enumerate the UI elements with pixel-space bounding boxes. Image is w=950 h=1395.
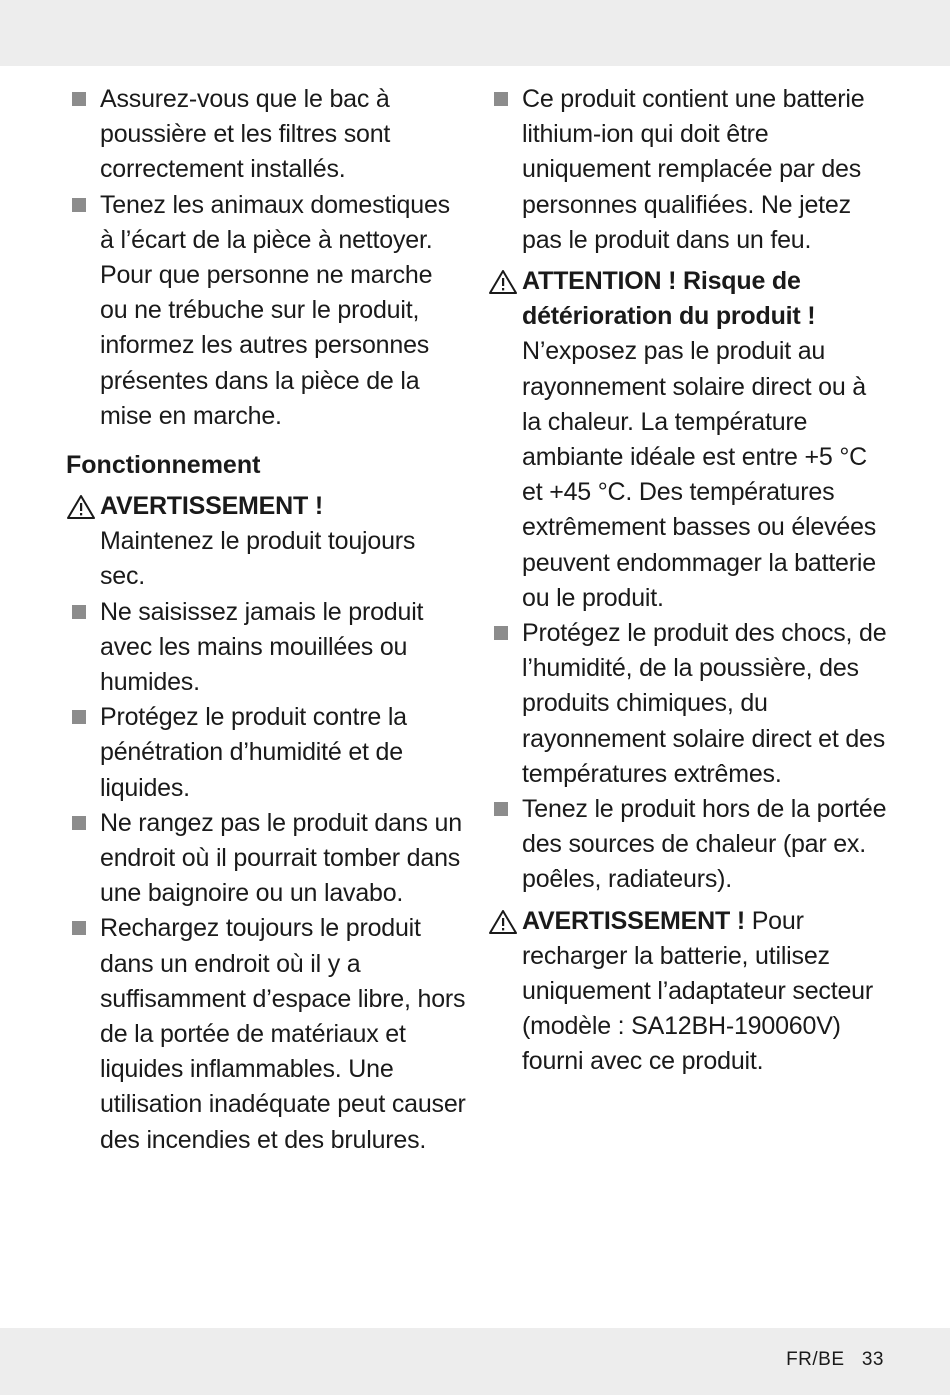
- list-item: Tenez les animaux domestiques à l’écart de la pièce à nettoyer. Pour que personne ne marche ou ne trébuche sur le produit, informez les autres personnes présentes dans la pièce de la mise en marche.: [66, 188, 466, 434]
- warning-block: [66, 489, 466, 595]
- warning-triangle-icon: [488, 269, 518, 295]
- list-item: Protégez le produit contre la pénétration d’humidité et de liquides.: [66, 700, 466, 806]
- top-band: [0, 0, 950, 66]
- list-item: Ce produit contient une batterie lithium-ion qui doit être uniquement remplacée par des personnes qualifiées. Ne jetez pas le produit dans un feu.: [488, 82, 888, 258]
- square-bullet-icon: [72, 921, 86, 935]
- page-number: 33: [861, 1349, 884, 1370]
- section-heading: Fonctionnement: [66, 451, 261, 480]
- warning-title: AVERTISSEMENT !: [522, 906, 745, 935]
- attention-block: [488, 264, 888, 616]
- left-column: [66, 82, 466, 1158]
- list-item: Ne rangez pas le produit dans un endroit où il pourrait tomber dans une baignoire ou un lavabo.: [66, 806, 466, 912]
- right-column: [488, 82, 888, 1080]
- footer-locale: FR/BE: [786, 1349, 845, 1370]
- square-bullet-icon: [72, 92, 86, 106]
- square-bullet-icon: [494, 92, 508, 106]
- square-bullet-icon: [72, 816, 86, 830]
- list-item: Protégez le produit des chocs, de l’humidité, de la poussière, des produits chimiques, du rayonnement solaire direct et des températures extrêmes.: [488, 616, 888, 792]
- square-bullet-icon: [494, 802, 508, 816]
- warning-title: AVERTISSEMENT !: [100, 492, 323, 521]
- list-item: Assurez-vous que le bac à poussière et les filtres sont correctement installés.: [66, 82, 466, 188]
- warning-block: [488, 904, 888, 1080]
- square-bullet-icon: [72, 605, 86, 619]
- square-bullet-icon: [494, 626, 508, 640]
- square-bullet-icon: [72, 710, 86, 724]
- warning-triangle-icon: [66, 494, 96, 520]
- page-footer: [786, 1349, 884, 1371]
- warning-triangle-icon: [488, 909, 518, 935]
- list-item: Ne saisissez jamais le produit avec les mains mouillées ou humides.: [66, 595, 466, 701]
- warning-text: Maintenez le produit toujours sec.: [100, 527, 416, 591]
- attention-title: ATTENTION ! Risque de détérioration du produit !: [522, 267, 816, 331]
- list-item: Rechargez toujours le produit dans un endroit où il y a suffisamment d’espace libre, hors de la portée de matériaux et liquides inflammables. Une utilisation inadéquate peut causer des incendies et des brulures.: [66, 911, 466, 1157]
- warning-text: Pour recharger la batterie, utilisez uniquement l’adaptateur secteur (modèle : SA12BH-190060V) fourni avec ce produit.: [522, 906, 873, 1076]
- attention-text: N’exposez pas le produit au rayonnement solaire direct ou à la chaleur. La température ambiante idéale est entre +5 °C et +45 °C. Des températures extrêmement basses ou élevées peuvent endommager la batterie ou le produit.: [522, 337, 877, 612]
- list-item: Tenez le produit hors de la portée des sources de chaleur (par ex. poêles, radiateurs).: [488, 792, 888, 898]
- square-bullet-icon: [72, 198, 86, 212]
